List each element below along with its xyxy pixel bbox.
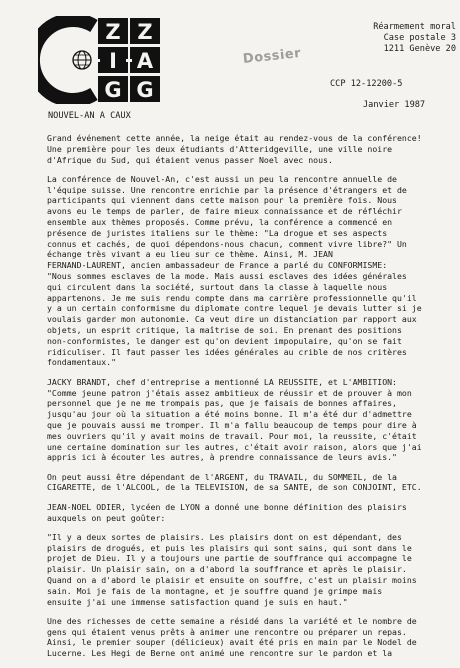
text-line: auxquels on peut goûter: (47, 512, 166, 523)
text-line: y a un certain conformisme du diplomate contre lequel je devais lutter si je (47, 303, 422, 314)
text-line: personnel que je ne me trompais pas, que je faisais de bonnes affaires, (47, 398, 397, 409)
text-line: une certaine domination sur les autres, c'était avoir raison, alors que j'ai (47, 441, 422, 452)
text-line: JEAN-NOEL ODIER, lycéen de LYON a donné une bonne définition des plaisirs (47, 501, 407, 512)
text-line: gens qui étaient venus prêts à animer une rencontre ou préparer un repas. (47, 626, 407, 637)
text-line: non-conformistes, le danger est qu'on devient impopulaire, qu'on se fait (47, 335, 402, 346)
text-line: connus et cachés, de quoi dépendons-nous chacun, comment vivre libre?" Un (47, 238, 407, 249)
text-line: qui circulent dans la société, surtout dans la classe à laquelle nous (47, 281, 388, 292)
text-line: Une première pour les deux étudiants d'Atteridgeville, une ville noire (47, 143, 393, 154)
address-line: 1211 Genève 20 (383, 44, 456, 54)
paragraph (47, 532, 455, 608)
text-line: échange très vivant a eu lieu sur ce thème. Ainsi, M. JEAN (47, 249, 333, 260)
text-line: ensemble aux thèmes proposés. Comme prévu, la conférence a commencé en (47, 217, 393, 228)
text-line: d'Afrique du Sud, qui étaient venus passer Noel avec nous. (47, 154, 333, 165)
text-line: présence de juristes italiens sur le thème: "La drogue et ses aspects (47, 227, 388, 238)
text-line: participants qui viennent dans cette maison pour la première fois. Nous (47, 195, 397, 206)
text-line: l'équipe suisse. Une rencontre enrichie par la présence d'étrangers et de (47, 184, 407, 195)
logo-letter: Z (105, 20, 121, 44)
text-line: que je pouvais aussi me tromper. Il m'a fallu beaucoup de temps pour dire à (47, 419, 417, 430)
text-line: objets, un esprit critique, la maîtrise de soi. En prenant des positions (47, 325, 402, 336)
text-line: "Comme jeune patron j'étais assez ambitieux de réussir et de prouver à mon (47, 387, 412, 398)
text-line: La conférence de Nouvel-An, c'est aussi un peu la rencontre annuelle de (47, 173, 397, 184)
paragraph (47, 472, 455, 494)
text-line: mes ouvriers qu'il y avait moins de travail. Pour moi, la reussite, c'était (47, 430, 417, 441)
logo-graphic (38, 16, 160, 104)
text-line: Quand on a d'abord le plaisir et ensuite on souffre, c'est un plaisir moins (47, 574, 417, 585)
text-line: Grand événement cette année, la neige était au rendez-vous de la conférence! (47, 133, 422, 143)
paragraph (47, 174, 455, 368)
text-line: ensuite j'ai une immense satisfaction quand je suis en haut." (47, 596, 348, 607)
text-line: plaisirs de drogués, et puis les plaisirs qui sont sains, qui sont dans le (47, 542, 412, 553)
text-line: On peut aussi être dépendant de l'ARGENT, du TRAVAIL, du SOMMEIL, de la (47, 471, 397, 482)
text-line: appris ici à écouter les autres, à prendre connaissance de leurs avis." (47, 452, 397, 463)
dossier-stamp: Dossier (242, 45, 302, 67)
text-line: avons eu le temps de parler, de faire mieux connaissance et de réfléchir (47, 206, 402, 217)
logo-letter: I (109, 49, 117, 73)
organization-logo (38, 16, 160, 104)
text-line: sain. Moi je fais de la montagne, et je souffre quand je grimpe mais (47, 585, 383, 596)
paragraph (47, 616, 455, 659)
text-line: plaisir. Un plaisir sain, on a d'abord la souffrance et après le plaisir. (47, 564, 407, 575)
text-line: jusqu'au jour où la situation a été moins bonne. Il m'a été dur d'admettre (47, 409, 412, 420)
logo-letter: A (136, 49, 154, 73)
text-line: fondamentaux." (47, 357, 117, 368)
text-line: projet de Dieu. Il y a toujours une partie de souffrance qui accompagne le (47, 553, 412, 564)
text-line: CIGARETTE, de l'ALCOOL, de la TELEVISION, de sa SANTE, de son CONJOINT, ETC. (47, 482, 422, 493)
text-line: "Nous sommes esclaves de la mode. Mais aussi esclaves des idées générales (47, 271, 407, 282)
text-line: JACKY BRANDT, chef d'entreprise a mentionné LA REUSSITE, et L'AMBITION: (47, 376, 397, 387)
text-line: Ainsi, le premier souper (délicieux) avait été pris en main par le Nodel de (47, 637, 417, 648)
logo-letter: G (136, 78, 154, 102)
page-title: NOUVEL-AN A CAUX (48, 111, 131, 121)
logo-letter: Z (137, 20, 153, 44)
letter-body (47, 133, 455, 668)
text-line: "Il y a deux sortes de plaisirs. Les plaisirs dont on est dépendant, des (47, 531, 402, 542)
postal-account: CCP 12-12200-5 (330, 79, 403, 89)
text-line: appartenons. Je me suis rendu compte dans ma carrière professionnelle qu'il (47, 292, 417, 303)
address-line: Case postale 3 (383, 33, 456, 43)
letterhead-address (316, 22, 456, 55)
logo-letter: G (104, 78, 122, 102)
paragraph (47, 133, 455, 165)
text-line: Une des richesses de cette semaine a résidé dans la variété et le nombre de (47, 615, 417, 626)
letter-date: Janvier 1987 (363, 100, 426, 110)
text-line: Lucerne. Les Hegi de Berne ont animé une rencontre sur le pardon et la (47, 648, 393, 659)
paragraph (47, 377, 455, 463)
text-line: FERNAND-LAURENT, ancien ambassadeur de France a parlé du CONFORMISME: (47, 260, 388, 271)
text-line: ridiculiser. Il faut passer les idées générales au crible de nos critères (47, 346, 407, 357)
address-line: Réarmement moral (373, 22, 456, 32)
text-line: voulais garder mon autonomie. Ca veut dire un distanciation par rapport aux (47, 314, 417, 325)
paragraph (47, 502, 455, 524)
